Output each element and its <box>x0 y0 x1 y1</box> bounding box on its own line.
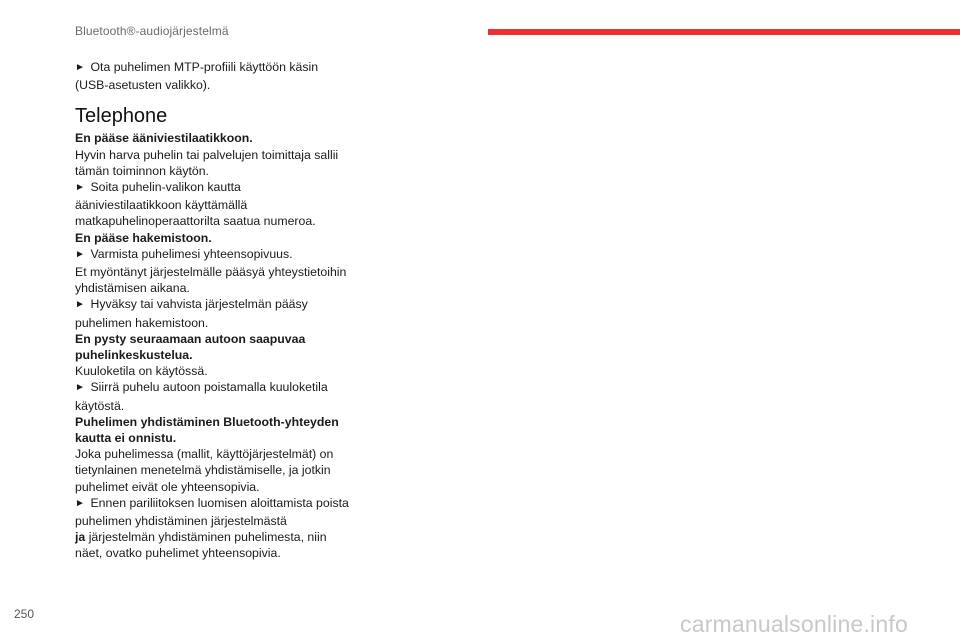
solution-step: ► Hyväksy tai vahvista järjestelmän pääsy puhelimen hakemistoon. <box>75 296 350 330</box>
solution-step: ► Soita puhelin-valikon kautta ääniviestilaatikkoon käyttämällä matkapuhelinoperaattorilta saatua numeroa. <box>75 179 350 230</box>
explanation-text: Kuuloketila on käytössä. <box>75 364 208 379</box>
explanation-text: Et myöntänyt järjestelmälle pääsyä yhteystietoihin yhdistämisen aikana. <box>75 265 347 296</box>
explanation-text: Hyvin harva puhelin tai palvelujen toimittaja sallii tämän toiminnon käytön. <box>75 147 339 178</box>
intro-step: ► Ota puhelimen MTP-profiili käyttöön käsin (USB-asetusten valikko). <box>75 59 350 93</box>
explanation-text: Joka puhelimessa (mallit, käyttöjärjestelmät) on tietynlainen menetelmä yhdistämiselle, ja jotkin puhelimet eivät ole yhteensopivia. <box>75 447 334 494</box>
running-header: Bluetooth®-audiojärjestelmä <box>75 24 229 38</box>
watermark: carmanualsonline.info <box>680 611 908 637</box>
solution-step: ► Siirrä puhelu autoon poistamalla kuuloketila käytöstä. <box>75 379 350 413</box>
solution-step: ► Varmista puhelimesi yhteensopivuus. <box>75 246 350 264</box>
section-title: Telephone <box>75 105 168 128</box>
final-step-text-before: Ennen pariliitoksen luomisen aloittamista poista puhelimen yhdistäminen järjestelmästä <box>75 495 349 529</box>
final-step <box>75 495 350 562</box>
problem-heading: En pääse hakemistoon. <box>75 230 212 245</box>
header-accent-bar <box>488 29 960 35</box>
final-step-emphasis: ja <box>75 530 86 545</box>
problem-heading: En pääse ääniviestilaatikkoon. <box>75 131 253 146</box>
problem-heading: En pysty seuraamaan autoon saapuvaa puhelinkeskustelua. <box>75 331 306 363</box>
problem-heading: Puhelimen yhdistäminen Bluetooth-yhteyden kautta ei onnistu. <box>75 414 339 446</box>
final-step-text-after: järjestelmän yhdistäminen puhelimesta, niin näet, ovatko puhelimet yhteensopivia. <box>75 530 327 561</box>
troubleshooting-list <box>75 130 350 494</box>
page-number: 250 <box>14 607 35 621</box>
content-column <box>75 59 350 562</box>
